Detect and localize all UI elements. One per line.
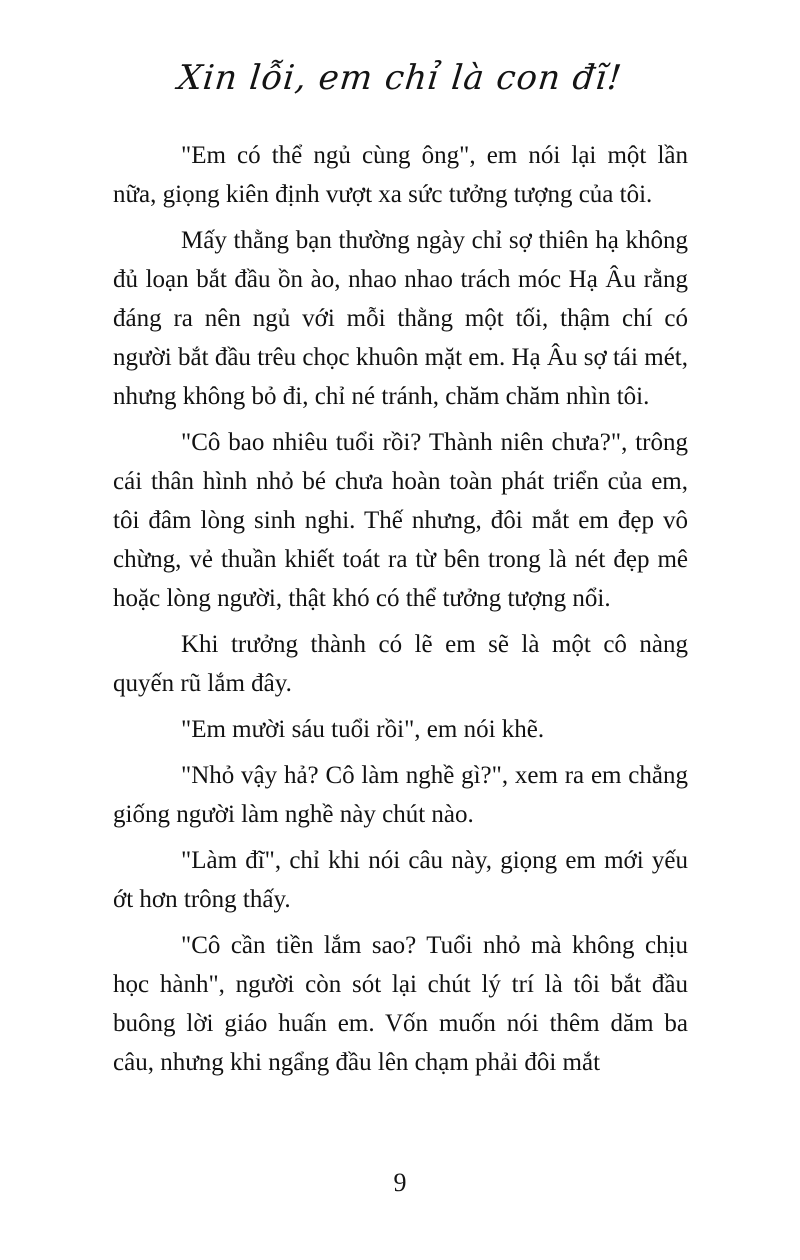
paragraph: "Cô bao nhiêu tuổi rồi? Thành niên chưa?", trông cái thân hình nhỏ bé chưa hoàn toàn phát triển của em, tôi đâm lòng sinh nghi. Thế nhưng, đôi mắt em đẹp vô chừng, vẻ thuần khiết toát ra từ bên trong là nét đẹp mê hoặc lòng người, thật khó có thể tưởng tượng nổi. [113,429,688,612]
paragraph: "Cô cần tiền lắm sao? Tuổi nhỏ mà không chịu học hành", người còn sót lại chút lý trí là tôi bắt đầu buông lời giáo huấn em. Vốn muốn nói thêm dăm ba câu, nhưng khi ngẩng đầu lên chạm phải đôi mắt [113,932,688,1076]
paragraph: "Nhỏ vậy hả? Cô làm nghề gì?", xem ra em chẳng giống người làm nghề này chút nào. [113,762,688,828]
paragraph: "Em có thể ngủ cùng ông", em nói lại một lần nữa, giọng kiên định vượt xa sức tưởng tượng của tôi. [113,142,688,208]
paragraph: Khi trưởng thành có lẽ em sẽ là một cô nàng quyến rũ lắm đây. [113,631,688,697]
paragraph: Mấy thằng bạn thường ngày chỉ sợ thiên hạ không đủ loạn bắt đầu ồn ào, nhao nhao trách móc Hạ Âu rằng đáng ra nên ngủ với mỗi thằng một tối, thậm chí có người bắt đầu trêu chọc khuôn mặt em. Hạ Âu sợ tái mét, nhưng không bỏ đi, chỉ né tránh, chăm chăm nhìn tôi. [113,227,688,410]
paragraph: "Làm đĩ", chỉ khi nói câu này, giọng em mới yếu ớt hơn trông thấy. [113,847,688,913]
body-text [113,136,688,1089]
paragraph: "Em mười sáu tuổi rồi", em nói khẽ. [181,716,545,743]
page-title: Xin lỗi, em chỉ là con đĩ! [175,58,625,98]
page-number: 9 [393,1168,407,1197]
